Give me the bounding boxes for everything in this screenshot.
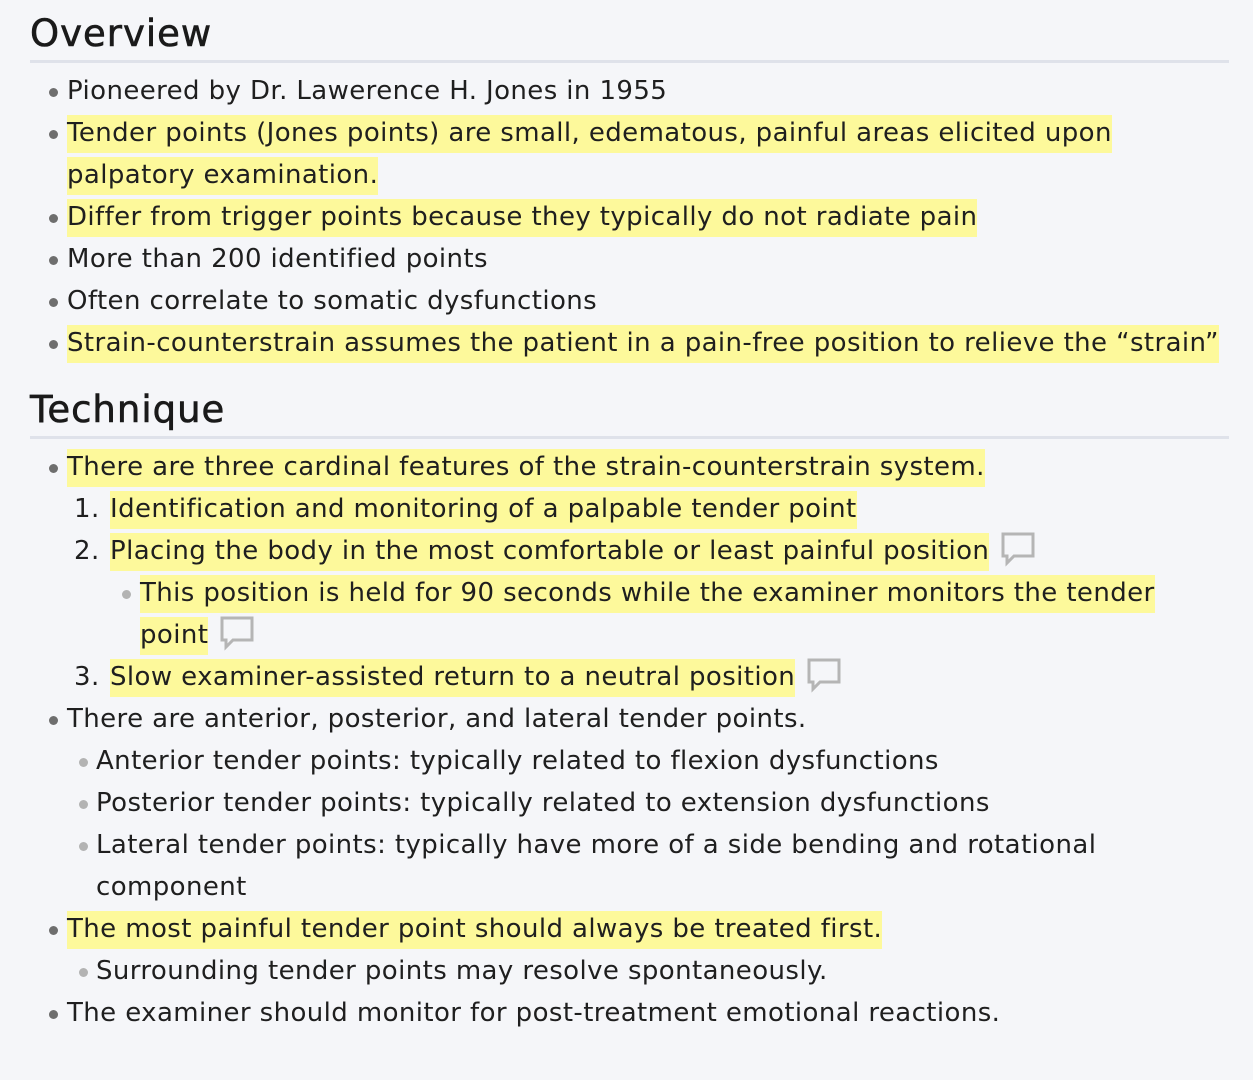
numbered-item — [74, 488, 1229, 530]
list-item — [30, 238, 1229, 280]
list-item-text: Posterior tender points: typically related to extension dysfunctions — [96, 788, 990, 818]
list-item-text: Surrounding tender points may resolve spontaneously. — [96, 956, 828, 986]
list-item — [30, 196, 1229, 238]
highlighted-text: The most painful tender point should always be treated first. — [67, 911, 882, 949]
cardinal-features-list — [74, 488, 1229, 698]
technique-heading: Technique — [30, 384, 1229, 439]
highlighted-text: This position is held for 90 seconds while the examiner monitors the tender point — [140, 575, 1155, 655]
list-item-text: More than 200 identified points — [67, 244, 488, 274]
list-item — [30, 322, 1229, 364]
highlighted-text: Differ from trigger points because they typically do not radiate pain — [67, 199, 977, 237]
list-item-text: Often correlate to somatic dysfunctions — [67, 286, 598, 316]
sub-list-item — [67, 740, 1229, 782]
comment-icon[interactable] — [218, 614, 256, 652]
item-number: 2. — [74, 536, 100, 566]
list-item — [30, 992, 1229, 1034]
highlighted-text: Identification and monitoring of a palpable tender point — [110, 491, 857, 529]
list-item — [30, 112, 1229, 196]
list-item-text: Pioneered by Dr. Lawerence H. Jones in 1955 — [67, 76, 668, 106]
sub-list-item — [111, 572, 1229, 656]
list-item — [30, 698, 1229, 908]
comment-icon[interactable] — [805, 656, 843, 694]
technique-list — [30, 446, 1229, 1034]
list-item-text: The examiner should monitor for post-treatment emotional reactions. — [67, 998, 1001, 1028]
list-item — [30, 70, 1229, 112]
highlighted-text: Strain-counterstrain assumes the patient in a pain-free position to relieve the “strain” — [67, 325, 1219, 363]
list-item-text: Anterior tender points: typically related to flexion dysfunctions — [96, 746, 939, 776]
sub-list — [111, 572, 1229, 656]
list-item-text: There are anterior, posterior, and lateral tender points. — [67, 704, 807, 734]
sub-list — [67, 950, 1229, 992]
highlighted-text: Tender points (Jones points) are small, edematous, painful areas elicited upon palpatory examination. — [67, 115, 1112, 195]
overview-heading: Overview — [30, 8, 1229, 63]
sub-list-item — [67, 950, 1229, 992]
comment-icon[interactable] — [999, 530, 1037, 568]
list-item-text: Lateral tender points: typically have more of a side bending and rotational component — [96, 830, 1097, 902]
highlighted-text: Slow examiner-assisted return to a neutral position — [110, 659, 795, 697]
item-number: 1. — [74, 494, 100, 524]
item-number: 3. — [74, 662, 100, 692]
list-item — [30, 446, 1229, 698]
sub-list-item — [67, 824, 1229, 908]
highlighted-text: There are three cardinal features of the strain-counterstrain system. — [67, 449, 985, 487]
list-item — [30, 280, 1229, 322]
list-item — [30, 908, 1229, 992]
sub-list — [67, 740, 1229, 908]
numbered-item — [74, 656, 1229, 698]
numbered-item — [74, 530, 1229, 656]
overview-list — [30, 70, 1229, 364]
highlighted-text: Placing the body in the most comfortable or least painful position — [110, 533, 989, 571]
sub-list-item — [67, 782, 1229, 824]
